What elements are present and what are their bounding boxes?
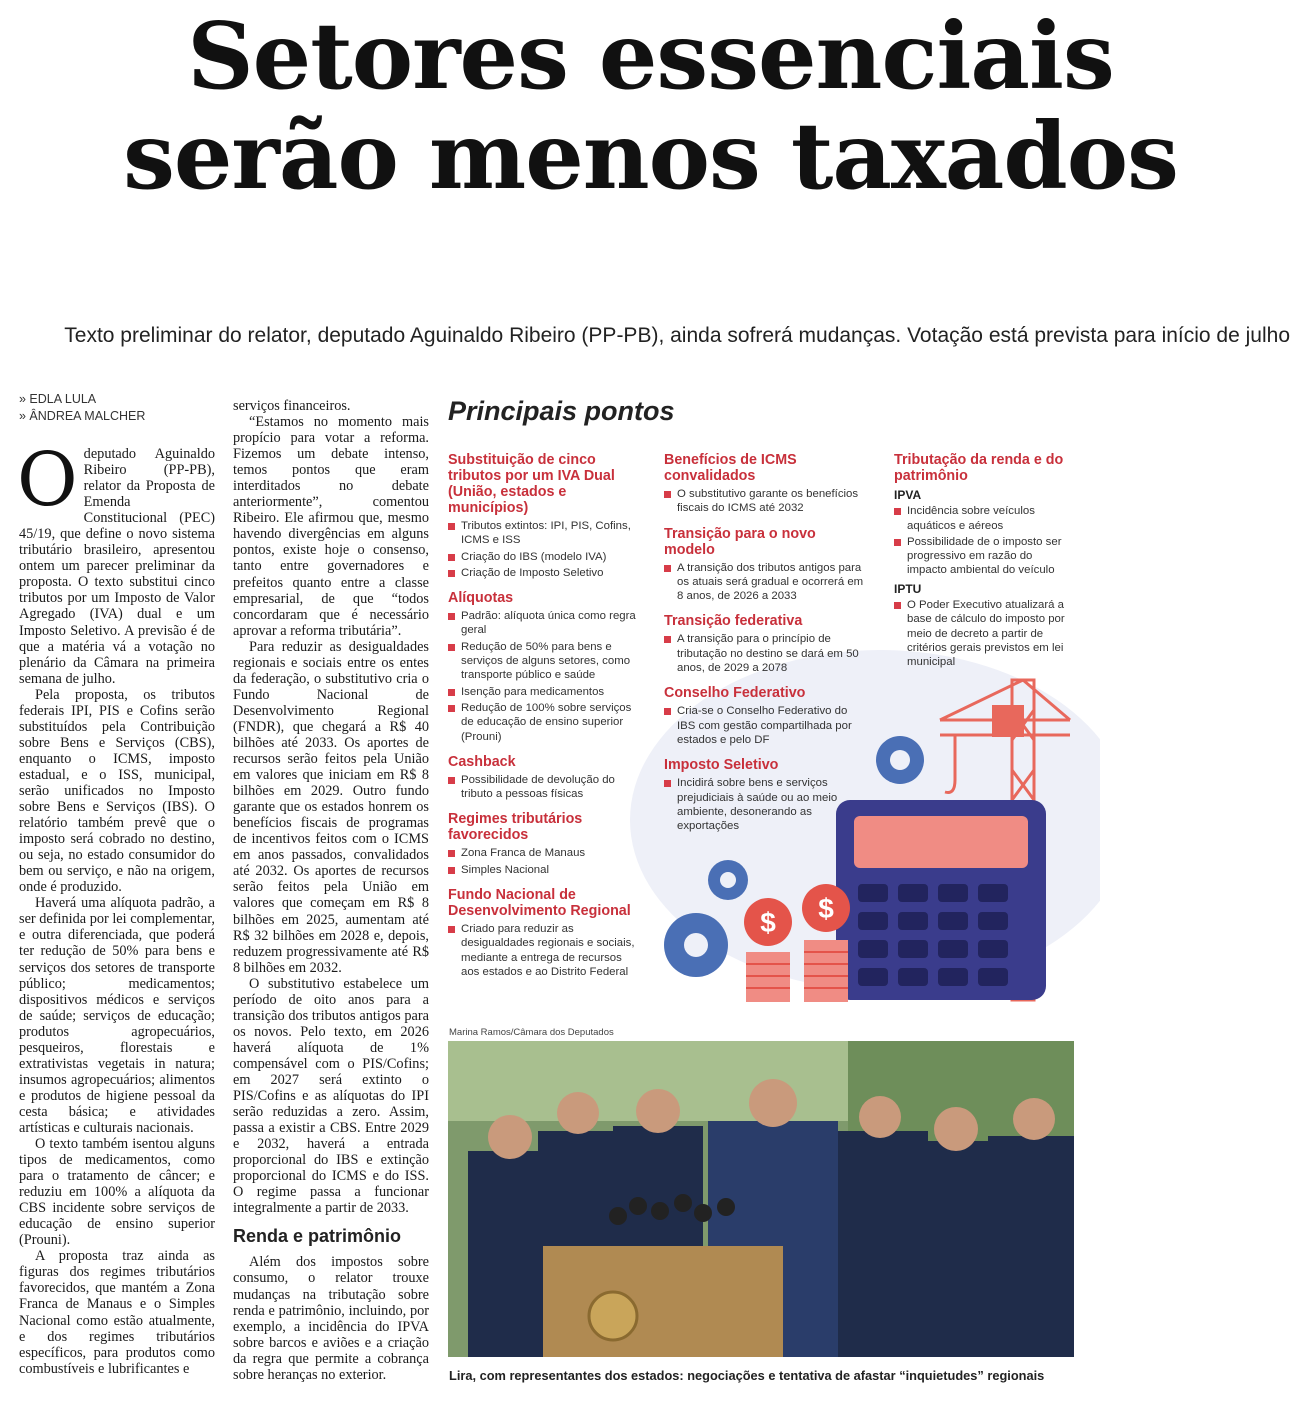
photo-credit: Marina Ramos/Câmara dos Deputados: [449, 1027, 614, 1038]
crane-cabin: [992, 705, 1024, 737]
article-paragraph: “Estamos no momento mais propício para votar a reforma. Fizemos um debate intenso, temos pontos que eram interditados no debate anteriormente”, comentou Ribeiro. Ele afirmou que, mesmo havendo divergências em alguns pontos, existe hoje o consenso, tanto entre governadores e prefeitos quanto entre a classe empresarial, de que “todos concordaram que é necessário aprovar a reforma tributária”.: [233, 414, 429, 639]
info-section-title: Imposto Seletivo: [664, 757, 779, 774]
info-bullet: Criação de Imposto Seletivo: [448, 566, 640, 580]
drop-cap: O: [17, 437, 78, 523]
info-section-title: Benefícios de ICMS convalidados: [664, 452, 797, 484]
info-section: [448, 887, 640, 979]
article-paragraph: O substitutivo estabelece um período de oito anos para a transição dos tributos antigos para os novos. Pelo texto, em 2026 haverá alíquota de 1% compensável com o PIS/Cofins; em 2027 será extinto o PIS/Cofins e as alíquotas do IPI serão reduzidas a zero. Assim, passa a existir a CBS. Entre 2029 e 2032, haverá a entrada proporcional do IBS e extinção proporcional do ICMS e do ISS. O regime passa a funcionar integralmente a partir de 2033.: [233, 975, 429, 1217]
article-paragraph: serviços financeiros.: [233, 398, 351, 414]
info-bullet: Criação do IBS (modelo IVA): [448, 550, 640, 564]
info-bullet: Tributos extintos: IPI, PIS, Cofins, ICMS e ISS: [448, 519, 640, 548]
info-bullet: Cria-se o Conselho Federativo do IBS com gestão compartilhada por estados e pelo DF: [664, 704, 864, 747]
infographic-column-3: [894, 452, 1070, 672]
info-bullet: Criado para reduzir as desigualdades regionais e sociais, mediante a entrega de recursos aos estados e ao Distrito Federal: [448, 922, 640, 979]
info-section-title: Substituição de cinco tributos por um IVA Dual (União, estados e municípios): [448, 452, 615, 516]
info-section-title: Transição para o novo modelo: [664, 525, 816, 558]
info-bullet: Redução de 50% para bens e serviços de alguns setores, como transporte público e saúde: [448, 640, 640, 683]
article-paragraph: O texto também isentou alguns tipos de medicamentos, como para o tratamento de câncer; e reduziu em 100% a alíquota da CBS incidente sobre serviços de educação de ensino superior (Prouni).: [19, 1136, 215, 1249]
ipva-label: IPVA: [894, 488, 922, 502]
info-bullet: Zona Franca de Manaus: [448, 846, 640, 860]
info-bullet: Padrão: alíquota única como regra geral: [448, 609, 640, 638]
article-column-1: [17, 437, 215, 1377]
info-bullet: Possibilidade de o imposto ser progressivo em razão do impacto ambiental do veículo: [894, 535, 1070, 578]
info-section-title: Fundo Nacional de Desenvolvimento Regional: [448, 887, 631, 920]
article-paragraph: Pela proposta, os tributos federais IPI, PIS e Cofins serão substituídos pela Contribuição sobre Bens e Serviços (CBS), enquanto o ICMS, imposto estadual, e o ISS, municipal, serão unificados no Imposto sobre Bens e Serviços (IBS). O relatório também prevê que o imposto será cobrado no destino, ou seja, no estado consumidor do bem ou serviço, e não na origem, onde é produzido.: [19, 686, 215, 896]
article-paragraph: Além dos impostos sobre consumo, o relator trouxe mudanças na tributação sobre renda e patrimônio, incluindo, por exemplo, a incidência do IPVA sobre barcos e aviões e a criação da regra que permite a cobrança sobre heranças no exterior.: [233, 1254, 429, 1383]
headline: [0, 2, 1301, 210]
info-section-title: Alíquotas: [448, 590, 514, 607]
article-column-2: [233, 398, 429, 1383]
article-paragraph: deputado Aguinaldo Ribeiro (PP-PB), relator da Proposta de Emenda Constitucional (PEC) 45/19, que define o novo sistema tributário brasileiro, apresentou ontem um parecer preliminar da proposta. O texto substitui cinco tributos por um Imposto de Valor Agregado (IVA) dual e um Imposto Seletivo. A previsão é de que a matéria vá a votação no plenário da Câmara na primeira semana de julho.: [19, 446, 215, 687]
photo-caption: Lira, com representantes dos estados: negociações e tentativa de afastar “inquietudes” regionais: [449, 1368, 1045, 1383]
info-bullet: Redução de 100% sobre serviços de educação de ensino superior (Prouni): [448, 701, 640, 744]
info-bullet: A transição dos tributos antigos para os atuais será gradual e ocorrerá em 8 anos, de 2026 a 2033: [664, 561, 864, 604]
info-section-title: Regimes tributários favorecidos: [448, 811, 583, 844]
iptu-label: IPTU: [894, 581, 922, 596]
byline-author-1: » EDLA LULA: [19, 392, 97, 406]
infographic-title: Principais pontos: [448, 396, 675, 426]
info-section: [448, 452, 640, 580]
svg-text:$: $: [818, 893, 834, 924]
info-bullet: Isenção para medicamentos: [448, 685, 640, 699]
info-bullet: Incidirá sobre bens e serviços prejudiciais à saúde ou ao meio ambiente, desonerando as exportações: [664, 776, 864, 833]
info-section-title: Transição federativa: [664, 613, 803, 630]
info-bullet: A transição para o princípio de tributação no destino se dará em 50 anos, de 2029 a 2078: [664, 632, 864, 675]
article-paragraph: A proposta traz ainda as figuras dos regimes tributários favorecidos, que mantém a Zona Franca de Manaus e o Simples Nacional como estão atualmente, e dos regimes tributários específicos, para produtos como combustíveis e lubrificantes e: [19, 1248, 215, 1377]
press-conference-photo: [448, 1041, 1074, 1357]
info-section-title: Cashback: [448, 753, 516, 770]
info-section: [664, 526, 864, 604]
info-section: [664, 685, 864, 747]
info-section: [448, 590, 640, 744]
info-section-title: Tributação da renda e do patrimônio: [894, 452, 1064, 484]
info-section: [448, 811, 640, 877]
byline-author-2: » ÂNDREA MALCHER: [19, 409, 146, 423]
info-bullet: O substitutivo garante os benefícios fiscais do ICMS até 2032: [664, 487, 864, 516]
info-bullet: Simples Nacional: [448, 863, 640, 877]
byline: [19, 391, 145, 425]
info-section: [664, 613, 864, 675]
national-emblem: [589, 1292, 637, 1340]
infographic-column-1: [448, 452, 640, 989]
subheadline: Texto preliminar do relator, deputado Aguinaldo Ribeiro (PP-PB), ainda sofrerá mudanças. Votação está prevista para início de julho: [64, 324, 1290, 347]
headline-line-2: serão menos taxados: [123, 102, 1178, 210]
article-paragraph: Haverá uma alíquota padrão, a ser definida por lei complementar, e outra diferenciada, que poderá ter redução de 50% para bens e serviços dos setores de transporte público; medicamentos; dispositivos médicos e serviços de saúde; serviços de educação; produtos agropecuários, pesqueiros, florestais e extrativistas vegetais in natura; insumos agropecuários; alimentos e produtos de higiene pessoal da cesta básica; e atividades artísticas e culturais nacionais.: [19, 895, 215, 1136]
info-bullet: O Poder Executivo atualizará a base de cálculo do imposto por meio de decreto a partir de critérios gerais previstos em lei municipal: [894, 598, 1070, 669]
info-bullet: Incidência sobre veículos aquáticos e aéreos: [894, 504, 1070, 533]
info-section: [448, 754, 640, 802]
section-heading: Renda e patrimônio: [233, 1226, 402, 1247]
infographic-column-2: [664, 452, 864, 843]
info-section: [664, 757, 864, 833]
article-paragraph: Para reduzir as desigualdades regionais e sociais entre os entes da federação, o substitutivo cria o Fundo Nacional de Desenvolvimento Regional (FNDR), que chegará a R$ 40 bilhões até 2033. Os aportes de recursos serão feitos pela União em valores que iniciam em R$ 8 bilhões em 2029. Outro fundo garante que os estados honrem os benefícios fiscais de programas de incentivos feitos com o ICMS em anos passados, convalidados até 2032. Os aportes de recursos serão feitos pela União em valores que começam em R$ 8 bilhões em 2025, aumentam até R$ 32 bilhões em 2028 e, depois, reduzem progressivamente até R$ 8 bilhões em 2032.: [233, 638, 429, 976]
info-bullet: Possibilidade de devolução do tributo a pessoas físicas: [448, 773, 640, 802]
info-section: [664, 452, 864, 516]
info-section-title: Conselho Federativo: [664, 685, 806, 702]
calculator-icon: [836, 800, 1046, 1000]
podium: [543, 1246, 783, 1357]
headline-line-1: Setores essenciais: [187, 2, 1114, 110]
svg-text:$: $: [760, 907, 776, 938]
